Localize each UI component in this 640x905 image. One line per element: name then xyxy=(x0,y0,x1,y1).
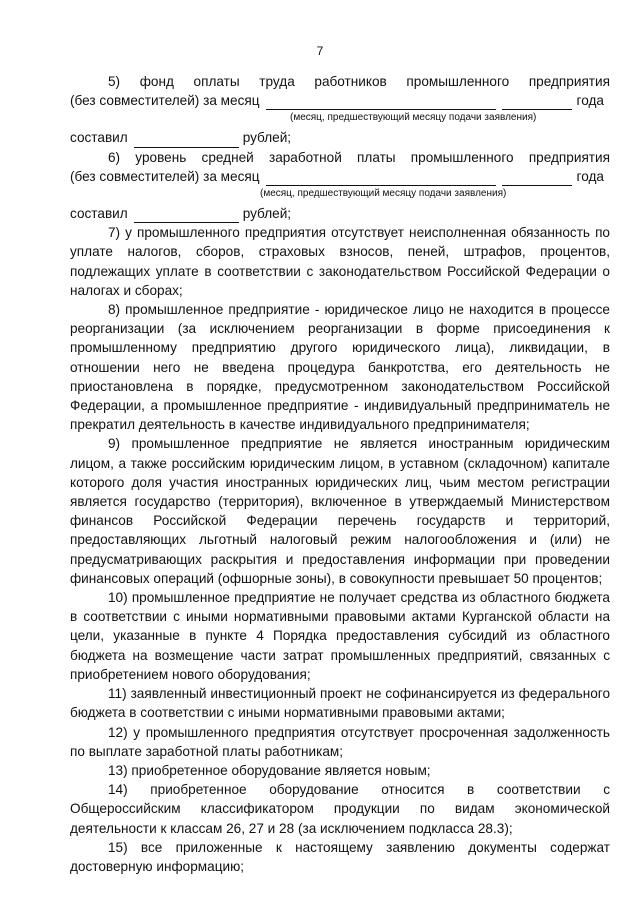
item-6-amount-label: составил xyxy=(70,206,128,222)
item-5-amount-blank[interactable] xyxy=(134,133,239,148)
item-5-line-2 xyxy=(70,91,610,110)
item-5-month-label: (без совместителей) за месяц xyxy=(70,93,260,109)
item-5-year-label: года xyxy=(576,93,604,109)
item-6-month-blank[interactable] xyxy=(266,171,496,186)
item-6-line-3 xyxy=(70,204,610,223)
item-6-year-blank[interactable] xyxy=(502,171,572,186)
item-6-year-label: года xyxy=(576,168,604,184)
item-13-paragraph: 13) приобретенное оборудование является новым; xyxy=(108,762,431,778)
item-11-paragraph: 11) заявленный инвестиционный проект не софинансируется из федерального бюджета в соответствии с иными нормативными правовыми актами; xyxy=(70,686,610,721)
item-5-month-blank[interactable] xyxy=(266,95,496,110)
item-7-paragraph: 7) у промышленного предприятия отсутствует неисполненная обязанность по уплате налогов, сборов, страховых взносов, пеней, штрафов, процентов, подлежащих уплате в соответствии с законодательством Российской Федерации о налогах и сборах; xyxy=(70,225,610,298)
item-8-paragraph: 8) промышленное предприятие - юридическое лицо не находится в процессе реорганизации (за исключением реорганизации в форме присоединения к промышленному предприятию другого юридического лица), ликвидации, в отношении него не введена процедура банкротства, его деятельность не приостановлена в порядке, предусмотренном законодательством Российской Федерации, а промышленное предприятие - индивидуальный предприниматель не прекратил деятельность в качестве индивидуального предпринимателя; xyxy=(70,302,610,433)
item-6-line-2 xyxy=(70,167,610,186)
item-5-amount-label: составил xyxy=(70,130,128,146)
item-5-year-blank[interactable] xyxy=(502,95,572,110)
item-15-paragraph: 15) все приложенные к настоящему заявлению документы содержат достоверную информацию; xyxy=(70,839,610,874)
item-6-note: (месяц, предшествующий месяцу подачи заявления) xyxy=(260,188,507,200)
item-9-paragraph: 9) промышленное предприятие не является иностранным юридическим лицом, а также российским юридическим лицом, в уставном (складочном) капитале которого доля участия иностранных юридических лиц, чьим местом регистрации является государство (территория), включенное в утверждаемый Министерством финансов Российской Федерации перечень государств и территорий, предоставляющих льготный налоговый режим налогообложения и (или) не предусматривающих раскрытия и предоставления информации при проведении финансовых операций (офшорные зоны), в совокупности превышает 50 процентов; xyxy=(70,436,610,586)
item-10-paragraph: 10) промышленное предприятие не получает средства из областного бюджета в соответствии с иными нормативными правовыми актами Курганской области на цели, указанные в пункте 4 Порядка предоставления субсидий из областного бюджета на возмещение части затрат промышленных предприятий, связанных с приобретением нового оборудования; xyxy=(70,590,610,682)
item-6-amount-blank[interactable] xyxy=(134,208,239,223)
document-body xyxy=(70,72,610,876)
item-5-currency-label: рублей; xyxy=(242,130,292,146)
item-6-line-1: 6) уровень средней заработной платы промышленного предприятия xyxy=(108,149,610,165)
page-number: 7 xyxy=(316,44,324,58)
item-14-paragraph: 14) приобретенное оборудование относится в соответствии с Общероссийским классификатором продукции по видам экономической деятельности к классам 26, 27 и 28 (за исключением подкласса 28.3); xyxy=(70,782,610,836)
item-5-line-1: 5) фонд оплаты труда работников промышленного предприятия xyxy=(108,74,610,89)
item-12-paragraph: 12) у промышленного предприятия отсутствует просроченная задолженность по выплате заработной платы работникам; xyxy=(70,724,610,759)
item-6-currency-label: рублей; xyxy=(242,206,292,222)
item-5-note: (месяц, предшествующий месяцу подачи заявления) xyxy=(290,112,537,124)
item-6-month-label: (без совместителей) за месяц xyxy=(70,168,260,184)
item-5-line-3 xyxy=(70,128,610,147)
